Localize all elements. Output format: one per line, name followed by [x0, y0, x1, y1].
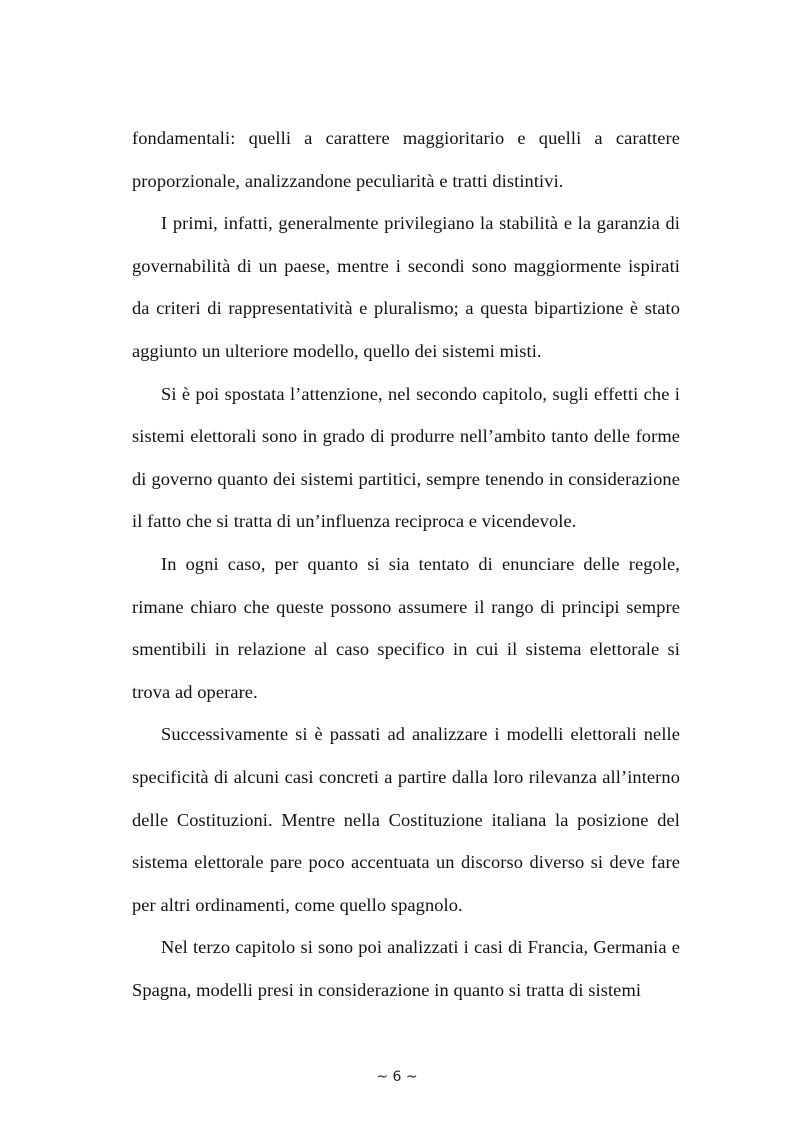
paragraph-4: In ogni caso, per quanto si sia tentato di enunciare delle regole, rimane chiaro che queste possono assumere il rango di principi sempre smentibili in relazione al caso specifico in cui il sistema elettorale si trova ad operare.	[132, 553, 680, 702]
paragraph-5: Successivamente si è passati ad analizzare i modelli elettorali nelle specificità di alcuni casi concreti a partire dalla loro rilevanza all’interno delle Costituzioni. Mentre nella Costituzione italiana la posizione del sistema elettorale pare poco accentuata un discorso diverso si deve fare per altri ordinamenti, come quello spagnolo.	[132, 724, 680, 915]
body-text	[132, 117, 680, 1011]
paragraph-1: fondamentali: quelli a carattere maggioritario e quelli a carattere proporzionale, analizzandone peculiarità e tratti distintivi.	[132, 128, 680, 191]
paragraph-3: Si è poi spostata l’attenzione, nel secondo capitolo, sugli effetti che i sistemi elettorali sono in grado di produrre nell’ambito tanto delle forme di governo quanto dei sistemi partitici, sempre tenendo in considerazione il fatto che si tratta di un’influenza reciproca e vicendevole.	[132, 383, 680, 532]
paragraph-6: Nel terzo capitolo si sono poi analizzati i casi di Francia, Germania e Spagna, modelli presi in considerazione in quanto si tratta di sistemi	[132, 937, 680, 1000]
page-number: ~ 6 ~	[376, 1069, 418, 1085]
paragraph-2: I primi, infatti, generalmente privilegiano la stabilità e la garanzia di governabilità di un paese, mentre i secondi sono maggiormente ispirati da criteri di rappresentatività e pluralismo; a questa bipartizione è stato aggiunto un ulteriore modello, quello dei sistemi misti.	[132, 213, 680, 361]
